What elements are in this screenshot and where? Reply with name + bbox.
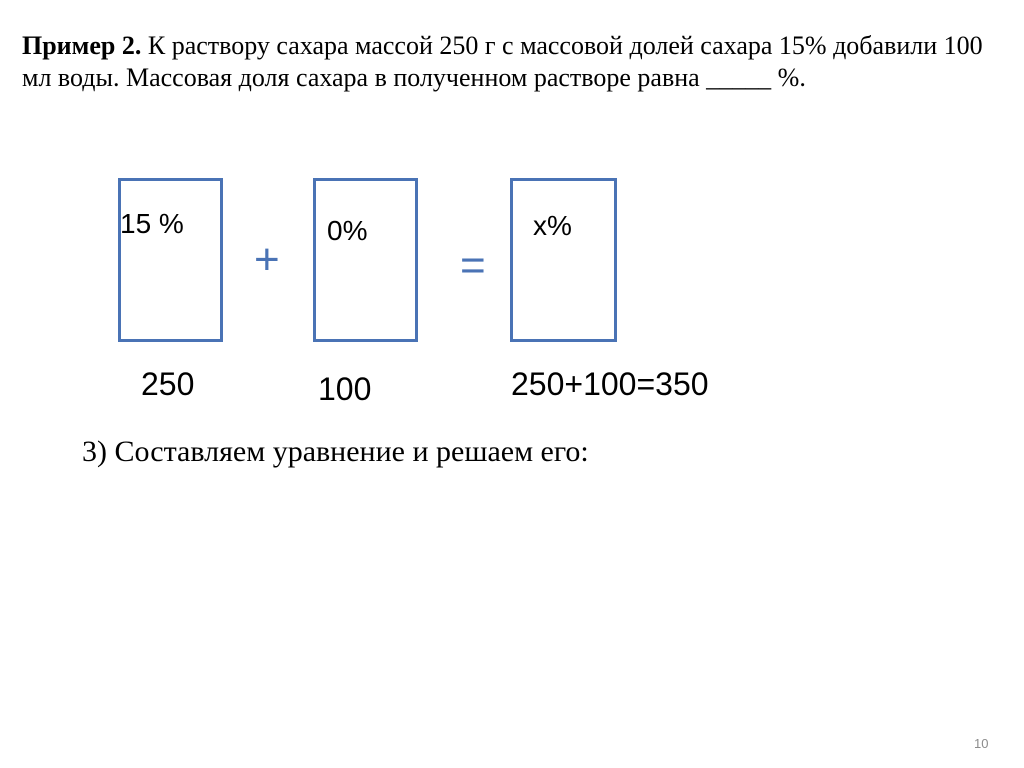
solution-box-3 (510, 178, 617, 342)
page-number: 10 (974, 736, 989, 751)
mass-3: 250+100=350 (511, 366, 709, 402)
plus-sign: + (254, 235, 280, 284)
box-3-percent: x% (533, 210, 572, 241)
problem-statement (22, 30, 1012, 94)
solution-box-1 (118, 178, 223, 342)
step-3-text: 3) Составляем уравнение и решаем его: (82, 435, 589, 468)
mass-2: 100 (318, 371, 372, 407)
box-2-percent: 0% (327, 215, 368, 246)
problem-label: Пример 2. (22, 31, 142, 60)
solution-box-2 (313, 178, 418, 342)
problem-text: К раствору сахара массой 250 г с массовой долей сахара 15% добавили 100 мл воды. Массовая доля сахара в полученном растворе равна _____ %. (22, 31, 983, 92)
mass-1: 250 (141, 366, 195, 402)
equals-sign: = (460, 241, 486, 290)
box-1-percent: 15 % (120, 208, 184, 239)
